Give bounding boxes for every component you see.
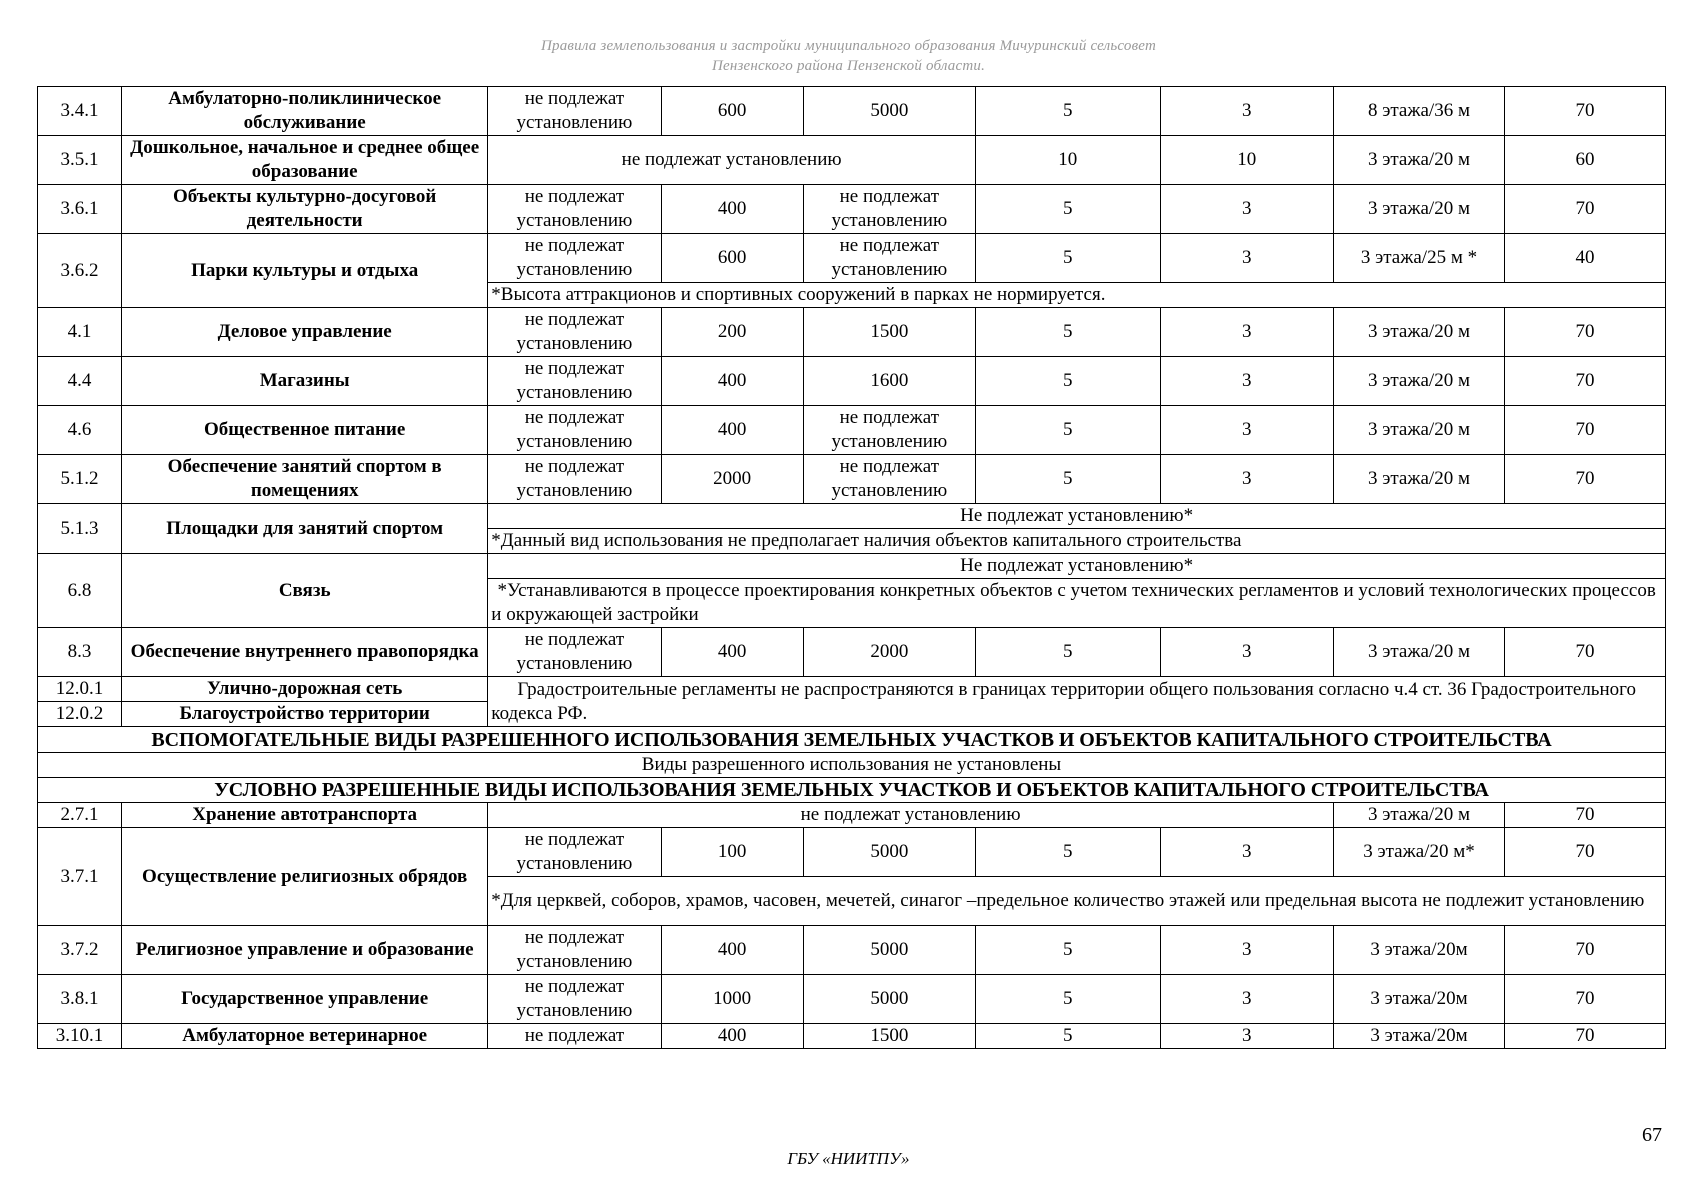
row-name: Амбулаторно-поликлиническое обслуживание [122,87,488,136]
setback-cell: 5 [975,357,1160,406]
setback-cell: 5 [975,185,1160,234]
merged-params-cell: Не подлежат установлению* [488,554,1666,579]
section-note-auxiliary: Виды разрешенного использования не установлены [38,753,1666,778]
table-row [38,926,1666,975]
min-width-cell: не подлежат установлению [488,357,661,406]
max-area-cell: 1500 [803,308,975,357]
coverage-cell: 70 [1505,357,1666,406]
row-name: Дошкольное, начальное и среднее общее образование [122,136,488,185]
setback-cell: 5 [975,926,1160,975]
row-code: 3.8.1 [38,975,122,1024]
row-code: 12.0.1 [38,677,122,702]
table-row [38,828,1666,877]
row-name: Деловое управление [122,308,488,357]
table-row [38,455,1666,504]
setback-cell: 5 [975,455,1160,504]
row-code: 4.6 [38,406,122,455]
section-header-row [38,778,1666,803]
footnote-cell: *Высота аттракционов и спортивных сооружений в парках не нормируется. [488,283,1666,308]
table-row [38,1024,1666,1049]
row-name: Улично-дорожная сеть [122,677,488,702]
setback-cell-2: 3 [1160,455,1333,504]
merged-params-cell: Не подлежат установлению* [488,504,1666,529]
min-area-cell: 200 [661,308,803,357]
coverage-cell: 70 [1505,455,1666,504]
row-code: 4.4 [38,357,122,406]
row-name: Хранение автотранспорта [122,803,488,828]
coverage-cell: 70 [1505,975,1666,1024]
height-cell: 3 этажа/20 м [1333,455,1504,504]
setback-cell-2: 10 [1160,136,1333,185]
min-area-cell: 400 [661,406,803,455]
coverage-cell: 70 [1505,185,1666,234]
max-area-cell: не подлежат установлению [803,406,975,455]
setback-cell: 5 [975,87,1160,136]
row-code: 5.1.3 [38,504,122,554]
setback-cell-2: 3 [1160,87,1333,136]
row-name: Осуществление религиозных обрядов [122,828,488,926]
table-row [38,504,1666,529]
setback-cell-2: 3 [1160,185,1333,234]
coverage-cell: 70 [1505,406,1666,455]
max-area-cell: 1500 [803,1024,975,1049]
height-cell: 3 этажа/20 м [1333,185,1504,234]
row-code: 3.7.1 [38,828,122,926]
setback-cell: 5 [975,628,1160,677]
min-area-cell: 400 [661,628,803,677]
min-area-cell: 600 [661,234,803,283]
table-row [38,803,1666,828]
max-area-cell: 5000 [803,87,975,136]
min-width-cell: не подлежат установлению [488,234,661,283]
max-area-cell: не подлежат установлению [803,185,975,234]
max-area-cell: 5000 [803,828,975,877]
row-name: Благоустройство территории [122,702,488,727]
document-header [0,36,1697,76]
row-code: 2.7.1 [38,803,122,828]
row-name: Обеспечение занятий спортом в помещениях [122,455,488,504]
min-area-cell: 2000 [661,455,803,504]
min-width-cell: не подлежат установлению [488,975,661,1024]
height-cell: 8 этажа/36 м [1333,87,1504,136]
height-cell: 3 этажа/20 м [1333,308,1504,357]
table-row [38,234,1666,283]
setback-cell: 5 [975,828,1160,877]
setback-cell-2: 3 [1160,926,1333,975]
table-row [38,677,1666,702]
coverage-cell: 70 [1505,828,1666,877]
row-name: Магазины [122,357,488,406]
min-width-cell: не подлежат установлению [488,406,661,455]
table-row [38,406,1666,455]
height-cell: 3 этажа/20 м [1333,803,1504,828]
min-area-cell: 1000 [661,975,803,1024]
row-code: 4.1 [38,308,122,357]
height-cell: 3 этажа/20 м [1333,136,1504,185]
max-area-cell: 2000 [803,628,975,677]
height-cell: 3 этажа/20 м [1333,406,1504,455]
min-width-cell: не подлежат установлению [488,926,661,975]
height-cell: 3 этажа/20м [1333,1024,1504,1049]
setback-cell-2: 3 [1160,828,1333,877]
min-area-cell: 100 [661,828,803,877]
height-cell: 3 этажа/20 м* [1333,828,1504,877]
merged-params-cell: не подлежат установлению [488,136,976,185]
setback-cell: 10 [975,136,1160,185]
coverage-cell: 70 [1505,308,1666,357]
min-width-cell: не подлежат установлению [488,308,661,357]
row-name: Государственное управление [122,975,488,1024]
row-name: Обеспечение внутреннего правопорядка [122,628,488,677]
table-row [38,554,1666,579]
section-title-conditional: УСЛОВНО РАЗРЕШЕННЫЕ ВИДЫ ИСПОЛЬЗОВАНИЯ ЗЕМЕЛЬНЫХ УЧАСТКОВ И ОБЪЕКТОВ КАПИТАЛЬНОГО СТРОИТЕЛЬСТВА [38,778,1666,803]
setback-cell: 5 [975,308,1160,357]
coverage-cell: 60 [1505,136,1666,185]
setback-cell: 5 [975,975,1160,1024]
min-width-cell: не подлежат установлению [488,185,661,234]
row-name: Парки культуры и отдыха [122,234,488,308]
coverage-cell: 70 [1505,926,1666,975]
min-width-cell: не подлежат установлению [488,87,661,136]
max-area-cell: 1600 [803,357,975,406]
setback-cell-2: 3 [1160,628,1333,677]
coverage-cell: 70 [1505,803,1666,828]
footnote-cell: *Данный вид использования не предполагает наличия объектов капитального строительства [488,529,1666,554]
regulations-table [37,86,1666,1049]
coverage-cell: 40 [1505,234,1666,283]
setback-cell-2: 3 [1160,1024,1333,1049]
row-code: 6.8 [38,554,122,628]
height-cell: 3 этажа/25 м * [1333,234,1504,283]
table-row [38,185,1666,234]
section-header-row [38,727,1666,753]
row-name: Амбулаторное ветеринарное [122,1024,488,1049]
header-line-2: Пензенского района Пензенской области. [711,58,986,74]
row-name: Общественное питание [122,406,488,455]
setback-cell-2: 3 [1160,308,1333,357]
setback-cell: 5 [975,406,1160,455]
height-cell: 3 этажа/20м [1333,926,1504,975]
row-name: Объекты культурно-досуговой деятельности [122,185,488,234]
max-area-cell: 5000 [803,975,975,1024]
coverage-cell: 70 [1505,628,1666,677]
min-area-cell: 600 [661,87,803,136]
table-row [38,136,1666,185]
row-code: 3.6.1 [38,185,122,234]
max-area-cell: не подлежат установлению [803,455,975,504]
row-code: 3.6.2 [38,234,122,308]
row-name: Религиозное управление и образование [122,926,488,975]
height-cell: 3 этажа/20м [1333,975,1504,1024]
footnote-cell: *Для церквей, соборов, храмов, часовен, мечетей, синагог –предельное количество этажей или предельная высота не подлежит установлению [488,877,1666,926]
table-row [38,308,1666,357]
min-area-cell: 400 [661,357,803,406]
height-cell: 3 этажа/20 м [1333,357,1504,406]
table-row [38,357,1666,406]
min-area-cell: 400 [661,185,803,234]
row-code: 3.5.1 [38,136,122,185]
setback-cell: 5 [975,234,1160,283]
setback-cell-2: 3 [1160,406,1333,455]
height-cell: 3 этажа/20 м [1333,628,1504,677]
row-code: 5.1.2 [38,455,122,504]
max-area-cell: не подлежат установлению [803,234,975,283]
row-code: 12.0.2 [38,702,122,727]
setback-cell-2: 3 [1160,234,1333,283]
setback-cell-2: 3 [1160,357,1333,406]
setback-cell-2: 3 [1160,975,1333,1024]
min-width-cell: не подлежат установлению [488,455,661,504]
min-width-cell: не подлежат [488,1024,661,1049]
table-row [38,975,1666,1024]
row-name: Площадки для занятий спортом [122,504,488,554]
table-row [38,628,1666,677]
min-width-cell: не подлежат установлению [488,628,661,677]
row-name: Связь [122,554,488,628]
document-footer: ГБУ «НИИТПУ» [787,1149,910,1168]
coverage-cell: 70 [1505,1024,1666,1049]
section-title-auxiliary: ВСПОМОГАТЕЛЬНЫЕ ВИДЫ РАЗРЕШЕННОГО ИСПОЛЬЗОВАНИЯ ЗЕМЕЛЬНЫХ УЧАСТКОВ И ОБЪЕКТОВ КАПИТАЛЬНОГО СТРОИТЕЛЬСТВА [38,727,1666,753]
header-line-1: Правила землепользования и застройки муниципального образования Мичуринский сельсовет [540,38,1156,54]
table-row [38,753,1666,778]
regulation-note-cell: Градостроительные регламенты не распространяются в границах территории общего пользования согласно ч.4 ст. 36 Градостроительного кодекса РФ. [488,677,1666,727]
row-code: 3.7.2 [38,926,122,975]
coverage-cell: 70 [1505,87,1666,136]
row-code: 8.3 [38,628,122,677]
min-width-cell: не подлежат установлению [488,828,661,877]
setback-cell: 5 [975,1024,1160,1049]
row-code: 3.4.1 [38,87,122,136]
footnote-cell: *Устанавливаются в процессе проектирования конкретных объектов с учетом технических регламентов и условий технологических процессов и окружающей застройки [488,579,1666,628]
min-area-cell: 400 [661,1024,803,1049]
merged-params-cell: не подлежат установлению [488,803,1334,828]
page-number: 67 [1642,1124,1662,1146]
row-code: 3.10.1 [38,1024,122,1049]
max-area-cell: 5000 [803,926,975,975]
table-row [38,87,1666,136]
min-area-cell: 400 [661,926,803,975]
